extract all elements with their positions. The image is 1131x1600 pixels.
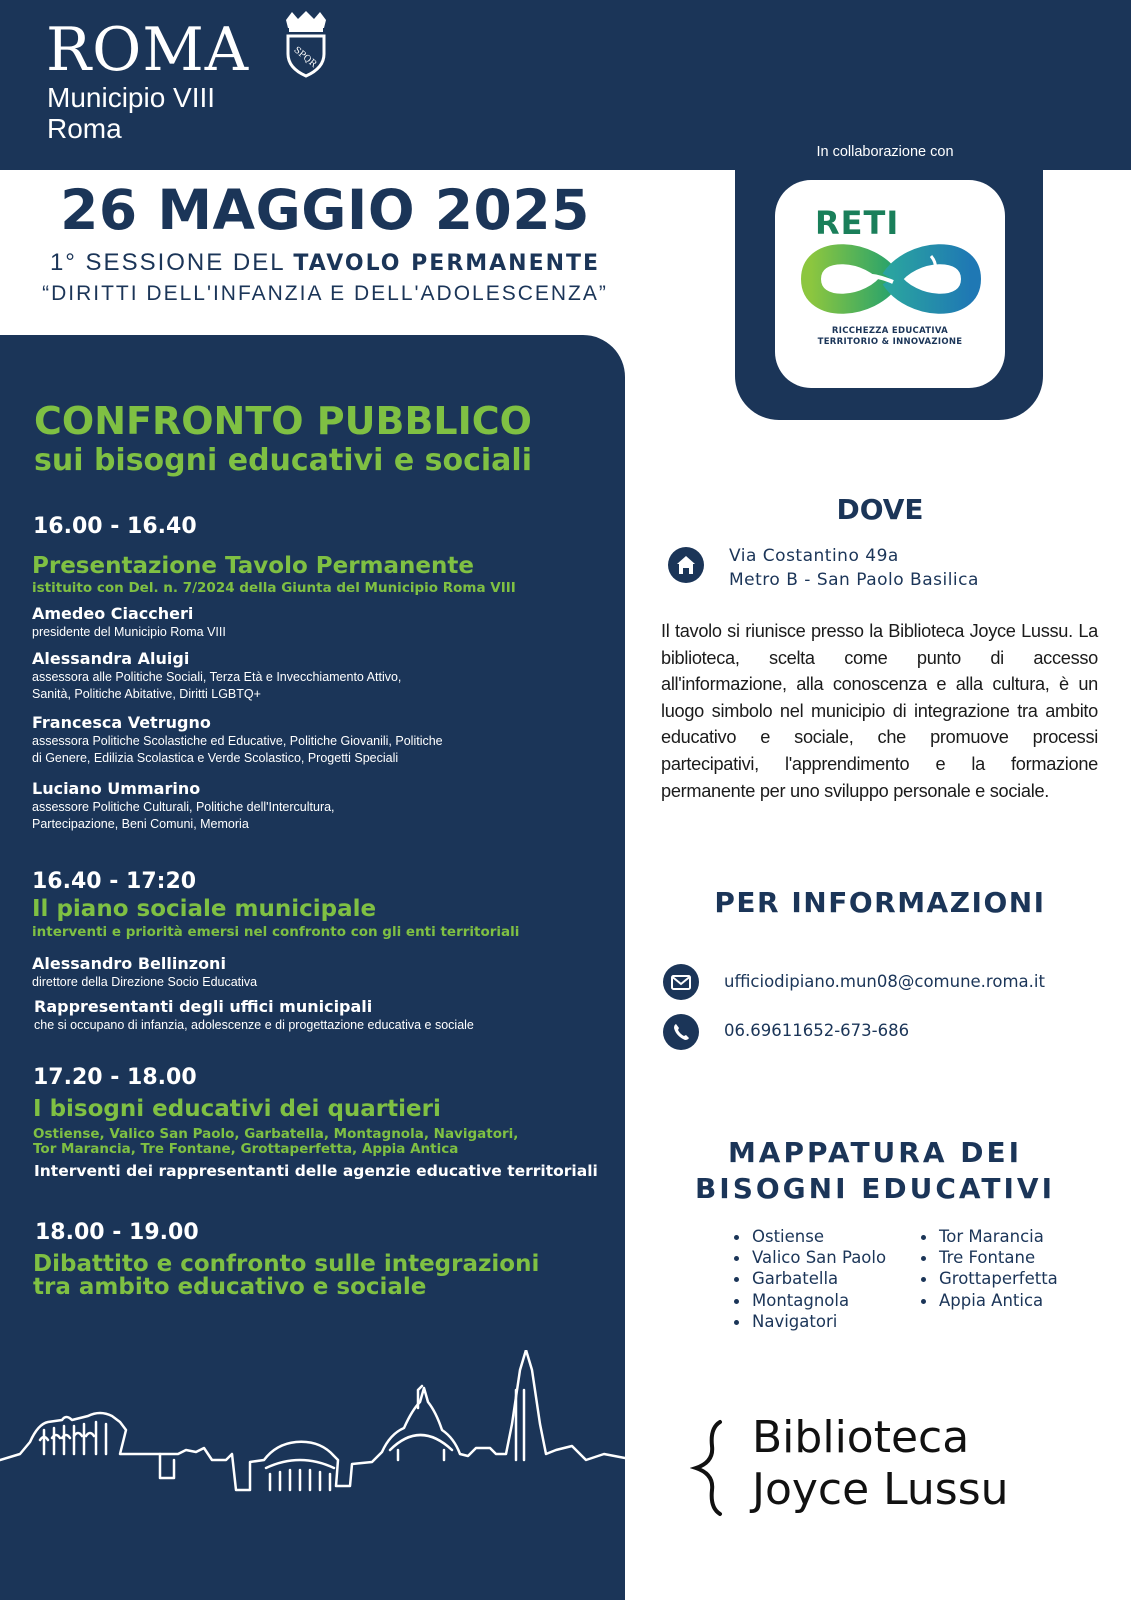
list-item: Garbatella <box>730 1268 886 1289</box>
speaker-role <box>32 799 335 833</box>
address <box>729 544 979 592</box>
session-4-title <box>33 1253 539 1299</box>
info-heading: PER INFORMAZIONI <box>714 886 1046 919</box>
city-name: Roma <box>47 113 122 144</box>
list-item: Valico San Paolo <box>730 1247 886 1268</box>
list-item: Tor Marancia <box>917 1226 1058 1247</box>
mapping-heading-line-1: MAPPATURA DEI <box>727 1136 1023 1169</box>
speaker-name: Alessandro Bellinzoni <box>32 954 226 973</box>
speaker-role-line: assessora Politiche Scolastiche ed Educative, Politiche Giovanili, Politiche <box>32 734 443 748</box>
speaker-role-line: Partecipazione, Beni Comuni, Memoria <box>32 817 249 831</box>
speaker-role <box>32 733 443 767</box>
neighborhood-list-1 <box>730 1226 886 1332</box>
municipio-label <box>47 82 215 144</box>
session-3-subtitle-line: Ostiense, Valico San Paolo, Garbatella, Montagnola, Navigatori, <box>33 1126 519 1142</box>
speaker-name: Amedeo Ciaccheri <box>32 604 194 623</box>
library-brace-icon <box>690 1418 730 1518</box>
list-item: Tre Fontane <box>917 1247 1058 1268</box>
session-3-note: Interventi dei rappresentanti delle agenzie educative territoriali <box>34 1162 598 1180</box>
infinity-logo-icon <box>801 238 981 320</box>
library-logo-line-2: Joyce Lussu <box>752 1464 1009 1515</box>
speaker-name: Luciano Ummarino <box>32 779 201 798</box>
spqr-crest-icon <box>280 10 332 78</box>
speaker-role: che si occupano di infanzia, adolescenze e di progettazione educativa e sociale <box>34 1018 474 1032</box>
home-icon <box>668 547 704 583</box>
collaboration-label: In collaborazione con <box>816 144 954 160</box>
address-street: Via Costantino 49a <box>729 546 899 566</box>
session-bold: TAVOLO PERMANENTE <box>293 251 601 276</box>
session-topic: “DIRITTI DELL'INFANZIA E DELL'ADOLESCENZA” <box>42 282 608 305</box>
roma-logo-text: ROMA <box>46 15 250 85</box>
email-icon <box>663 964 699 1000</box>
program-headline: CONFRONTO PUBBLICO <box>34 399 532 443</box>
speaker-role-line: di Genere, Edilizia Scolastica e Verde Scolastico, Progetti Speciali <box>32 751 399 765</box>
reti-logo-card <box>775 180 1005 388</box>
phone-number[interactable]: 06.69611652-673-686 <box>724 1021 910 1040</box>
neighborhood-list-2 <box>917 1226 1058 1311</box>
address-metro: Metro B - San Paolo Basilica <box>729 570 979 590</box>
session-2-subtitle: interventi e priorità emersi nel confronto con gli enti territoriali <box>32 924 520 940</box>
session-4-title-line: tra ambito educativo e sociale <box>33 1274 427 1300</box>
session-3-subtitle-line: Tor Marancia, Tre Fontane, Grottaperfetta, Appia Antica <box>33 1141 459 1157</box>
list-item: Navigatori <box>730 1311 886 1332</box>
session-3-subtitle <box>33 1127 518 1157</box>
library-logo-line-1: Biblioteca <box>752 1412 970 1463</box>
speaker-role <box>32 669 401 703</box>
list-item: Appia Antica <box>917 1290 1058 1311</box>
speaker-role-line: assessore Politiche Culturali, Politiche dell'Intercultura, <box>32 800 335 814</box>
session-2-title: Il piano sociale municipale <box>32 896 377 922</box>
reti-tagline-2: TERRITORIO & INNOVAZIONE <box>817 337 963 347</box>
speaker-role: direttore della Direzione Socio Educativa <box>32 975 258 989</box>
list-item: Grottaperfetta <box>917 1268 1058 1289</box>
speaker-name: Alessandra Aluigi <box>32 649 190 668</box>
mapping-heading-line-2: BISOGNI EDUCATIVI <box>694 1172 1056 1205</box>
reti-tagline-1: RICCHEZZA EDUCATIVA <box>831 326 949 336</box>
session-3-title: I bisogni educativi dei quartieri <box>33 1096 441 1122</box>
phone-icon <box>663 1014 699 1050</box>
session-2-time: 16.40 - 17:20 <box>32 869 197 894</box>
speaker-role-line: assessora alle Politiche Sociali, Terza Età e Invecchiamento Attivo, <box>32 670 402 684</box>
list-item: Montagnola <box>730 1290 886 1311</box>
event-date: 26 MAGGIO 2025 <box>60 178 590 242</box>
program-subheadline: sui bisogni educativi e sociali <box>34 443 532 478</box>
library-description: Il tavolo si riunisce presso la Biblioteca Joyce Lussu. La biblioteca, scelta come punto di accesso all'informazione, alla conoscenza e alla cultura, è un luogo simbolo nel municipio di integrazione tra ambito educativo e sociale, che promuove processi partecipativi, l'apprendimento e la formazione permanente per uno sviluppo personale e sociale. <box>661 621 1098 801</box>
session-4-time: 18.00 - 19.00 <box>35 1220 199 1245</box>
session-title <box>0 249 650 277</box>
session-3-time: 17.20 - 18.00 <box>33 1065 197 1090</box>
municipio-name: Municipio VIII <box>47 82 216 113</box>
reti-logo-title: RETI <box>815 204 900 242</box>
session-4-title-line: Dibattito e confronto sulle integrazioni <box>33 1251 540 1277</box>
crest-text: SPQR <box>291 45 319 70</box>
where-heading: DOVE <box>836 493 924 526</box>
session-1-subtitle: istituito con Del. n. 7/2024 della Giunta del Municipio Roma VIII <box>32 580 516 596</box>
speaker-name: Rappresentanti degli uffici municipali <box>34 997 373 1016</box>
speaker-name: Francesca Vetrugno <box>32 713 211 732</box>
email-link[interactable]: ufficiodipiano.mun08@comune.roma.it <box>724 972 1045 991</box>
mapping-heading <box>660 1135 1090 1207</box>
session-prefix: 1° SESSIONE DEL <box>49 249 294 276</box>
reti-tagline <box>775 326 1005 348</box>
session-1-time: 16.00 - 16.40 <box>33 514 197 539</box>
speaker-role: presidente del Municipio Roma VIII <box>32 625 226 639</box>
rome-skyline-illustration <box>0 1350 625 1530</box>
library-logo-text <box>752 1412 1009 1516</box>
speaker-role-line: Sanità, Politiche Abitative, Diritti LGBTQ+ <box>32 687 261 701</box>
session-1-title: Presentazione Tavolo Permanente <box>32 553 474 579</box>
list-item: Ostiense <box>730 1226 886 1247</box>
